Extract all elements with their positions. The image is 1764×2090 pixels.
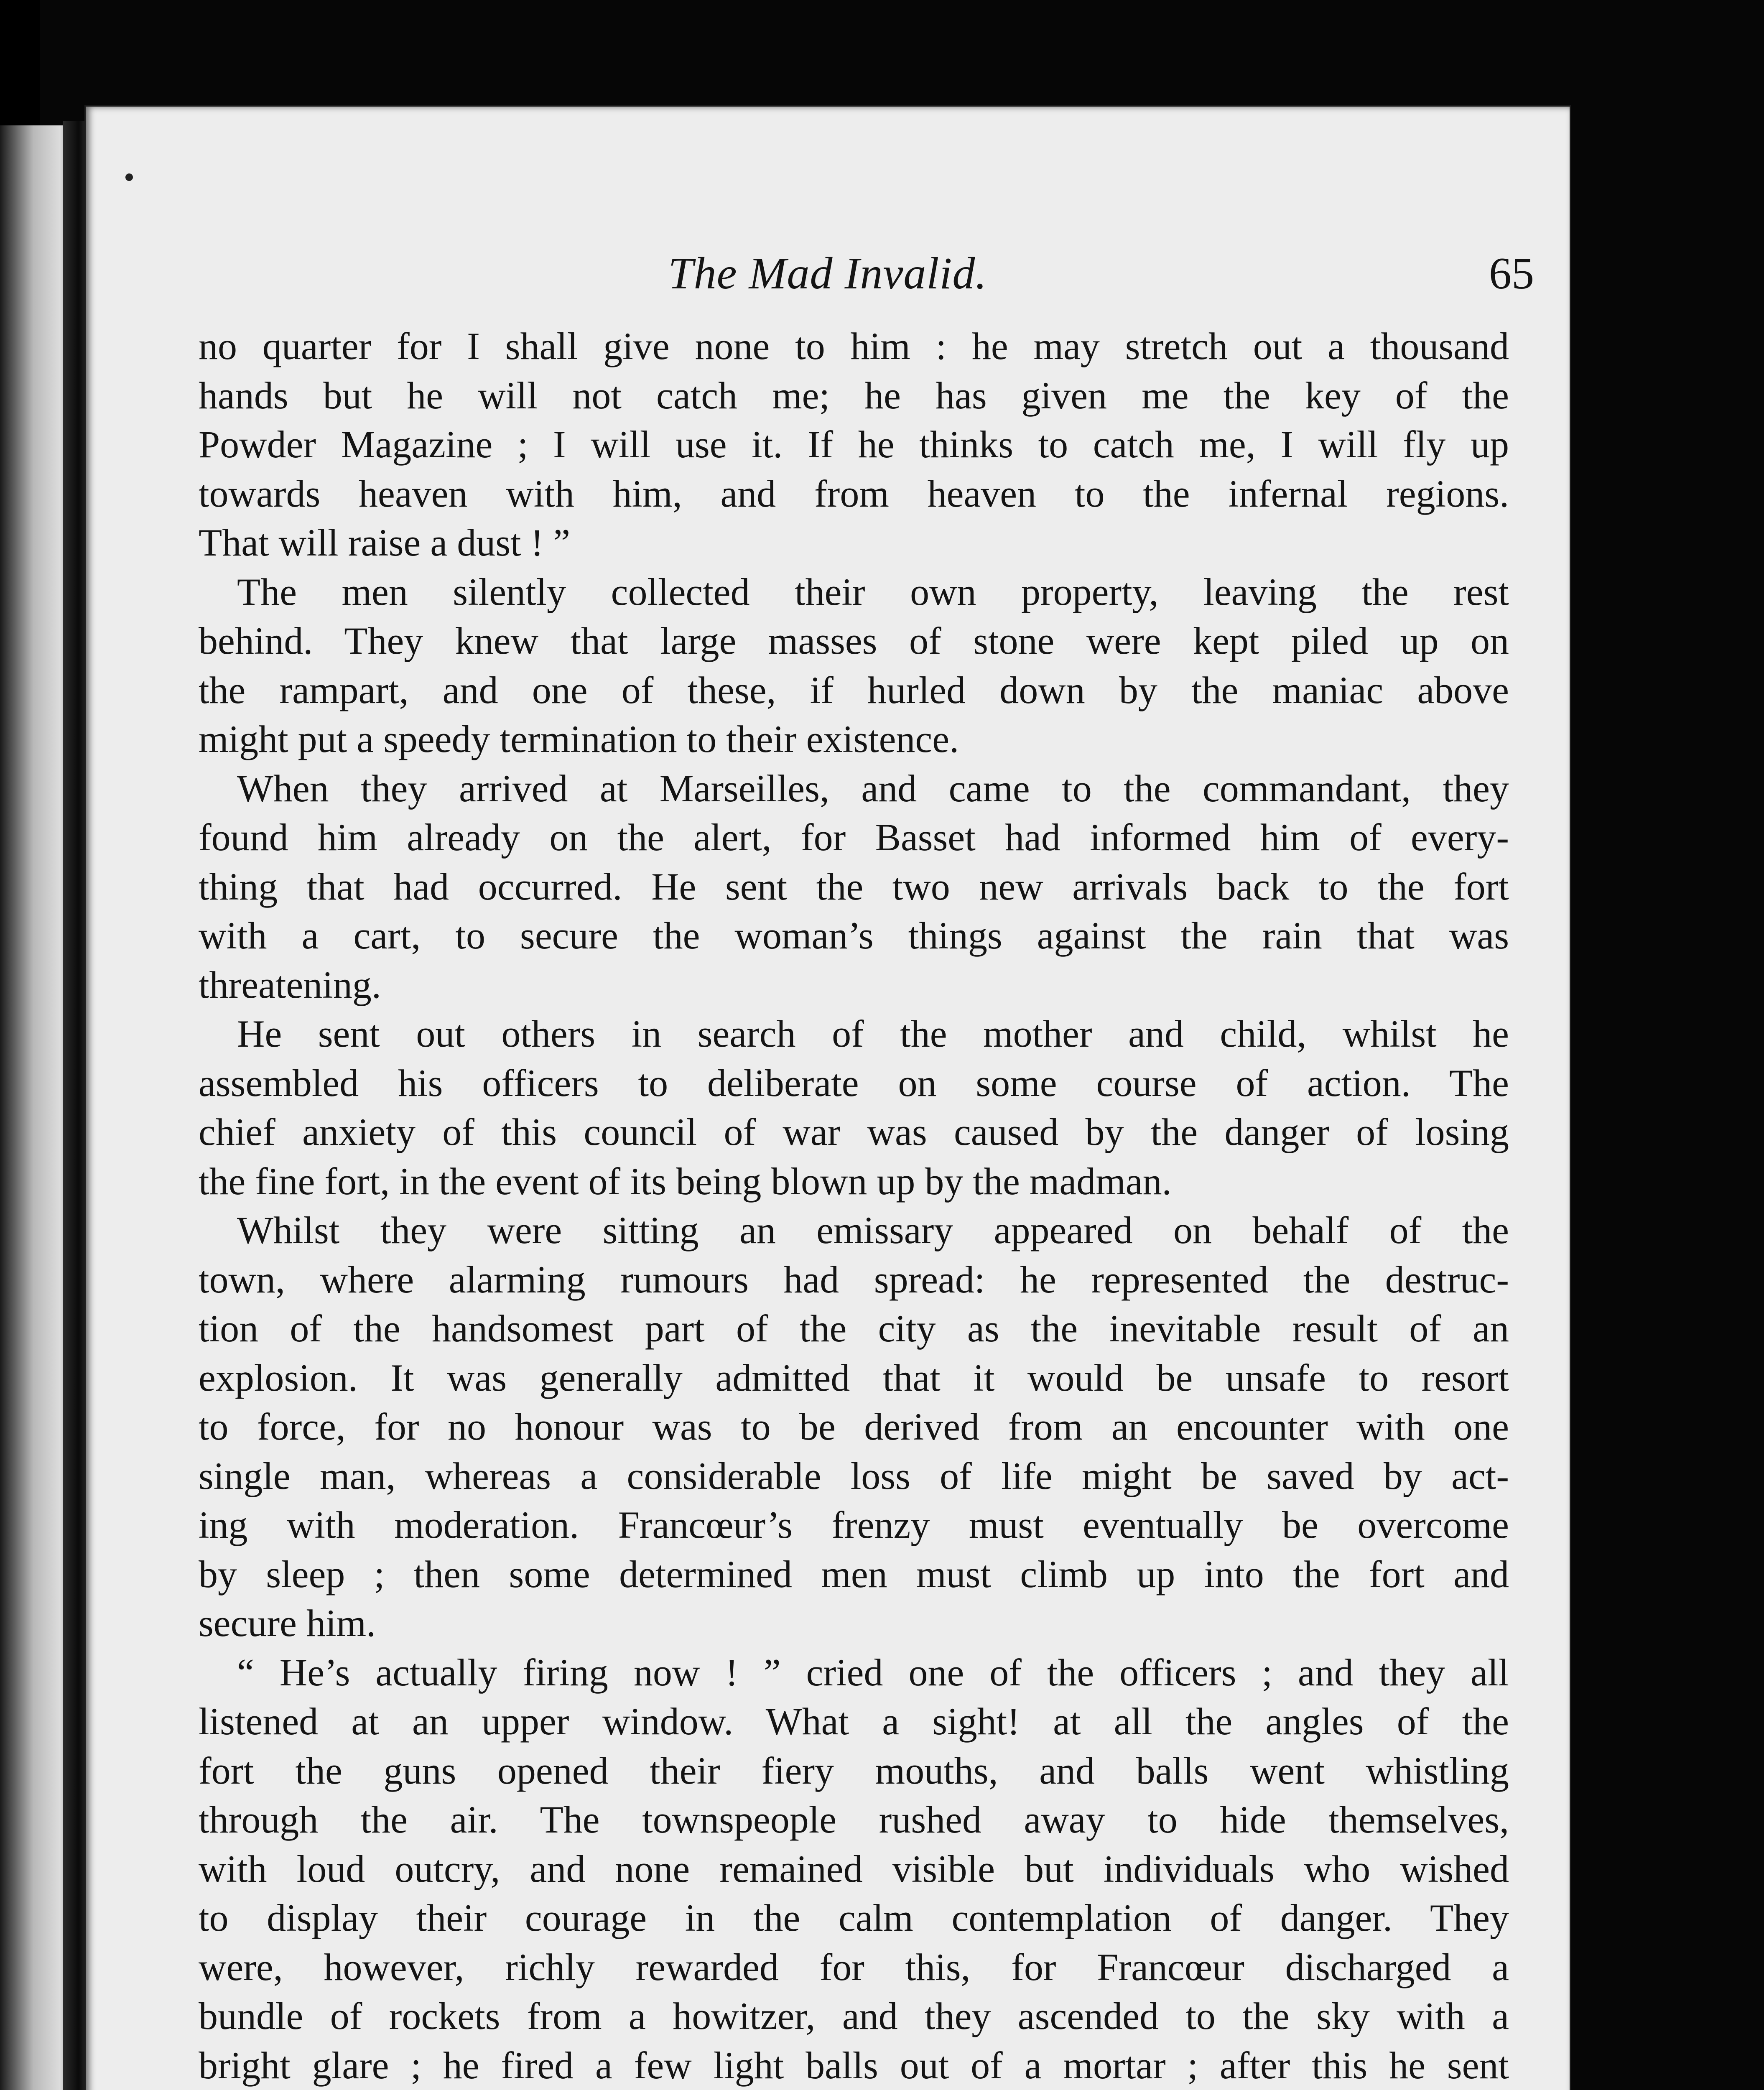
text-line: towards heaven with him, and from heaven to the infernal regions.: [199, 472, 1509, 515]
text-line: town, where alarming rumours had spread: he represented the destruc-: [199, 1258, 1509, 1301]
text-line: bright glare ; he fired a few light balls out of a mortar ; after this he sent: [199, 2044, 1509, 2087]
text-line: found him already on the alert, for Basset had informed him of every-: [199, 816, 1509, 859]
text-line: secure him.: [199, 1602, 376, 1644]
text-line: explosion. It was generally admitted that it would be unsafe to resort: [199, 1356, 1509, 1399]
page-number: 65: [1489, 249, 1534, 298]
running-header: [86, 245, 1570, 316]
paper-speck: [125, 173, 133, 181]
text-line: no quarter for I shall give none to him : he may stretch out a thousand: [199, 325, 1509, 367]
text-line: through the air. The townspeople rushed away to hide themselves,: [199, 1798, 1509, 1841]
text-line: That will raise a dust ! ”: [199, 521, 571, 564]
text-line: thing that had occurred. He sent the two new arrivals back to the fort: [199, 865, 1509, 908]
text-line: were, however, richly rewarded for this, for Francœur discharged a: [199, 1945, 1509, 1988]
text-line: by sleep ; then some determined men must climb up into the fort and: [199, 1552, 1509, 1596]
text-line: “ He’s actually firing now ! ” cried one of the officers ; and they all: [237, 1651, 1509, 1694]
text-line: to display their courage in the calm contemplation of danger. They: [199, 1896, 1509, 1939]
text-line: threatening.: [199, 963, 381, 1006]
book-page: [86, 107, 1570, 2090]
text-line: fort the guns opened their fiery mouths, and balls went whistling: [199, 1749, 1509, 1792]
text-line: ing with moderation. Francœur’s frenzy must eventually be overcome: [199, 1504, 1509, 1546]
text-line: Powder Magazine ; I will use it. If he thinks to catch me, I will fly up: [199, 423, 1509, 466]
text-line: The men silently collected their own property, leaving the rest: [237, 570, 1509, 613]
text-line: When they arrived at Marseilles, and came to the commandant, they: [237, 767, 1509, 810]
text-line: behind. They knew that large masses of stone were kept piled up on: [199, 619, 1509, 662]
text-line: to force, for no honour was to be derived from an encounter with one: [199, 1405, 1509, 1448]
body-text: [199, 322, 1509, 2090]
text-line: Whilst they were sitting an emissary appeared on behalf of the: [237, 1209, 1509, 1251]
text-line: with a cart, to secure the woman’s things against the rain that was: [199, 914, 1509, 957]
text-line: the rampart, and one of these, if hurled down by the maniac above: [199, 668, 1509, 711]
text-line: with loud outcry, and none remained visible but individuals who wished: [199, 1847, 1509, 1890]
text-line: tion of the handsomest part of the city as the inevitable result of an: [199, 1307, 1509, 1350]
text-line: He sent out others in search of the mother and child, whilst he: [237, 1012, 1509, 1055]
text-line: single man, whereas a considerable loss of life might be saved by act-: [199, 1454, 1509, 1497]
text-line: chief anxiety of this council of war was caused by the danger of losing: [199, 1111, 1509, 1153]
text-line: listened at an upper window. What a sight! at all the angles of the: [199, 1700, 1509, 1743]
text-line: might put a speedy termination to their existence.: [199, 718, 959, 760]
text-line: the fine fort, in the event of its being blown up by the madman.: [199, 1160, 1172, 1203]
running-title: The Mad Invalid.: [668, 249, 987, 298]
text-line: hands but he will not catch me; he has given me the key of the: [199, 374, 1509, 417]
text-line: bundle of rockets from a howitzer, and they ascended to the sky with a: [199, 1995, 1509, 2037]
text-line: assembled his officers to deliberate on some course of action. The: [199, 1061, 1509, 1104]
